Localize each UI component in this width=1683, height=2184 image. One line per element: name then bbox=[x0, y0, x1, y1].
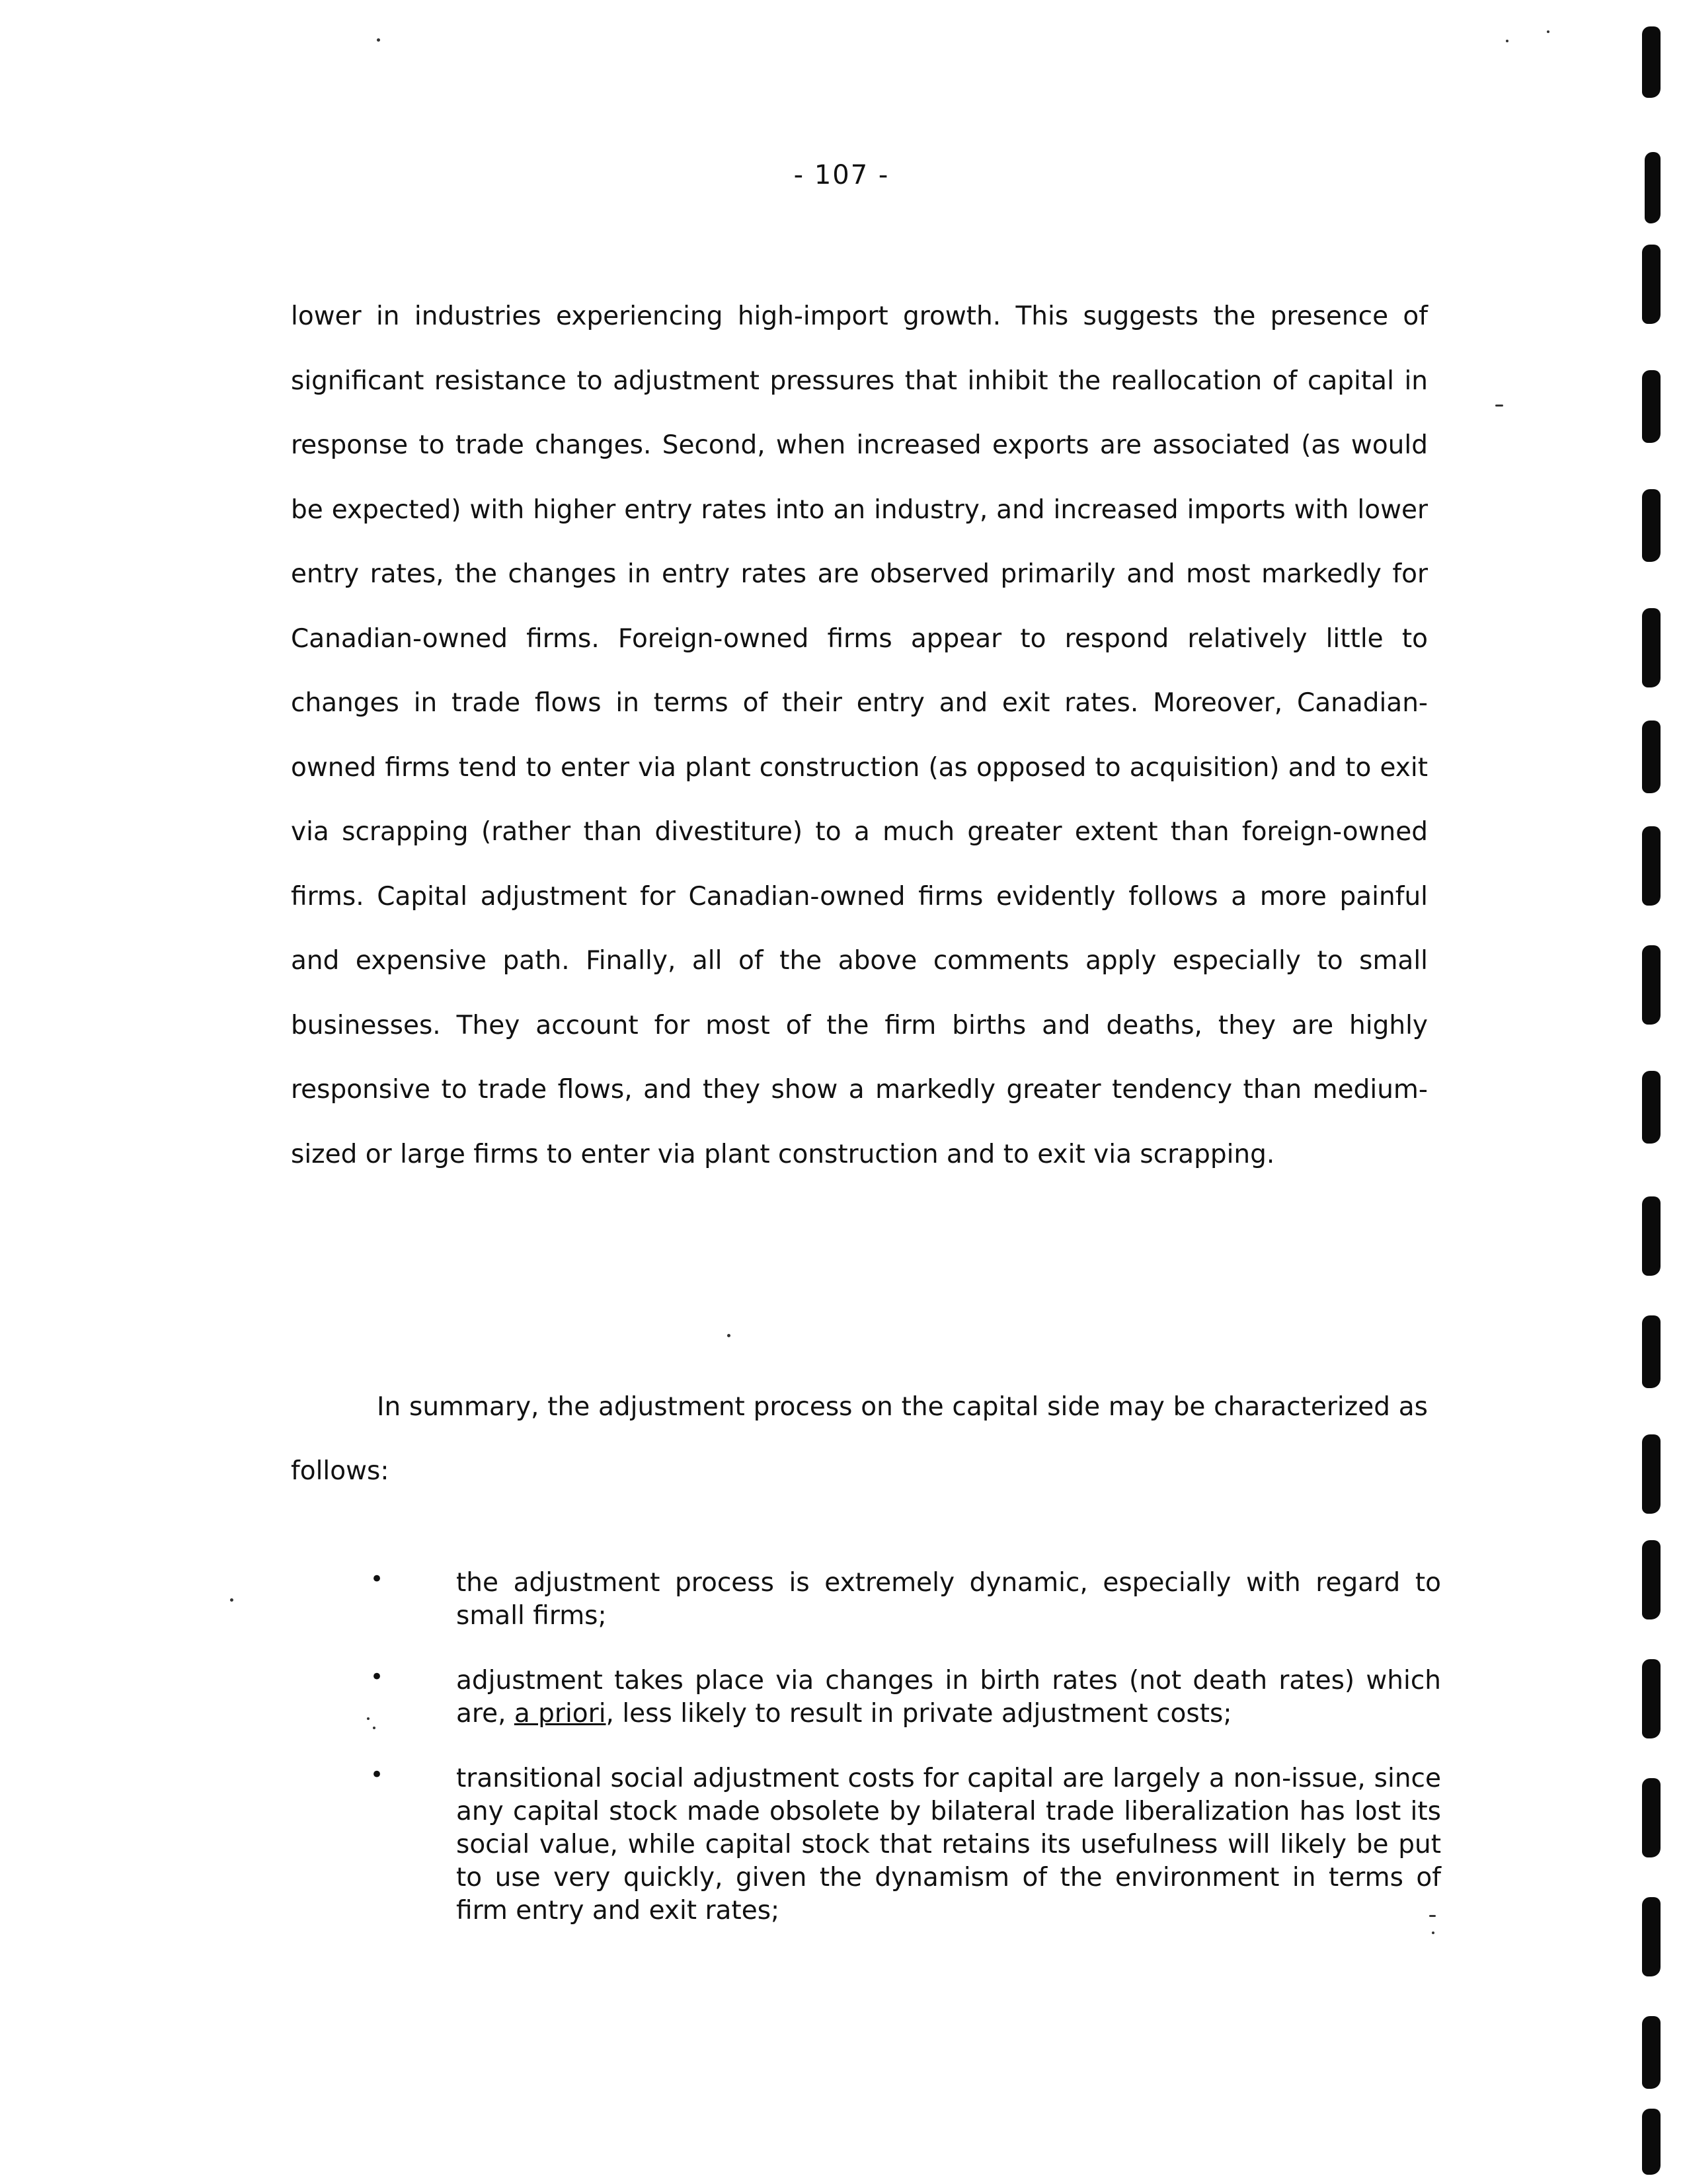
binding-mark bbox=[1642, 1071, 1661, 1144]
binding-mark bbox=[1642, 1196, 1661, 1276]
scan-speck bbox=[1429, 1915, 1436, 1917]
bullet-marker: • bbox=[370, 1762, 384, 1788]
bullet-text-before: adjustment takes place via changes in birth rates (not death rates) which are, bbox=[456, 1666, 1441, 1729]
bullet-text: transitional social adjustment costs for capital are largely a non-issue, since any capital stock made obsolete by bilateral trade liberalization has lost its social value, while capital stock that retains its usefulness will likely be put to use very quickly, given the dynamism of the environment in terms of firm entry and exit rates; bbox=[456, 1764, 1441, 1926]
page-number: - 107 - bbox=[793, 160, 890, 190]
binding-mark bbox=[1642, 1778, 1661, 1857]
binding-mark bbox=[1642, 608, 1661, 687]
binding-mark bbox=[1642, 721, 1661, 793]
binding-mark bbox=[1642, 1540, 1661, 1619]
summary-bullet-list bbox=[370, 1567, 1441, 1959]
scan-speck bbox=[1432, 1931, 1434, 1934]
bullet-item bbox=[370, 1762, 1441, 1928]
bullet-marker: • bbox=[370, 1664, 384, 1690]
scan-speck bbox=[230, 1598, 233, 1602]
binding-mark bbox=[1642, 945, 1661, 1025]
binding-mark bbox=[1642, 2109, 1661, 2175]
summary-paragraph: In summary, the adjustment process on the capital side may be characterized as follows: bbox=[291, 1392, 1428, 1486]
scan-speck bbox=[1495, 405, 1503, 407]
scan-speck bbox=[727, 1334, 730, 1337]
bullet-text: the adjustment process is extremely dynamic, especially with regard to small firms; bbox=[456, 1568, 1441, 1631]
binding-mark bbox=[1642, 370, 1661, 443]
scan-speck bbox=[1547, 30, 1549, 33]
binding-mark bbox=[1642, 489, 1661, 562]
body-paragraph: lower in industries experiencing high-import growth. This suggests the presence of significant resistance to adjustment pressures that inhibit the reallocation of capital in response to trade changes. Second, when increased exports are associated (as would be expected) with higher entry rates into an industry, and increased imports with lower entry rates, the changes in entry rates are observed primarily and most markedly for Canadian-owned firms. Foreign-owned firms appear to respond relatively little to changes in trade flows in terms of their entry and exit rates. Moreover, Canadian-owned firms tend to enter via plant construction (as opposed to acquisition) and to exit via scrapping (rather than divestiture) to a much greater extent than foreign-owned firms. Capital adjustment for Canadian-owned firms evidently follows a more painful and expensive path. Finally, all of the above comments apply especially to small businesses. They account for most of the firm births and deaths, they are highly responsive to trade flows, and they show a markedly greater tendency than medium-sized or large firms to enter via plant construction and to exit via scrapping. bbox=[291, 301, 1428, 1169]
binding-mark bbox=[1642, 26, 1661, 98]
binding-mark bbox=[1642, 826, 1661, 906]
scan-speck bbox=[377, 38, 380, 42]
bullet-marker: • bbox=[370, 1566, 384, 1592]
binding-mark bbox=[1642, 1434, 1661, 1514]
binding-edge-marks bbox=[1631, 0, 1671, 2184]
binding-mark bbox=[1642, 1659, 1661, 1738]
binding-mark bbox=[1642, 1315, 1661, 1388]
bullet-text-after: , less likely to result in private adjustment costs; bbox=[606, 1699, 1232, 1729]
binding-mark bbox=[1645, 152, 1661, 223]
binding-mark bbox=[1642, 1897, 1661, 1976]
binding-mark bbox=[1642, 2016, 1661, 2089]
emphasis-a-priori: a priori bbox=[514, 1699, 606, 1729]
bullet-item bbox=[370, 1567, 1441, 1633]
scan-speck bbox=[1506, 40, 1508, 42]
bullet-item bbox=[370, 1664, 1441, 1731]
scan-speck bbox=[373, 1727, 375, 1729]
binding-mark bbox=[1642, 245, 1661, 324]
scan-speck bbox=[367, 1717, 370, 1720]
